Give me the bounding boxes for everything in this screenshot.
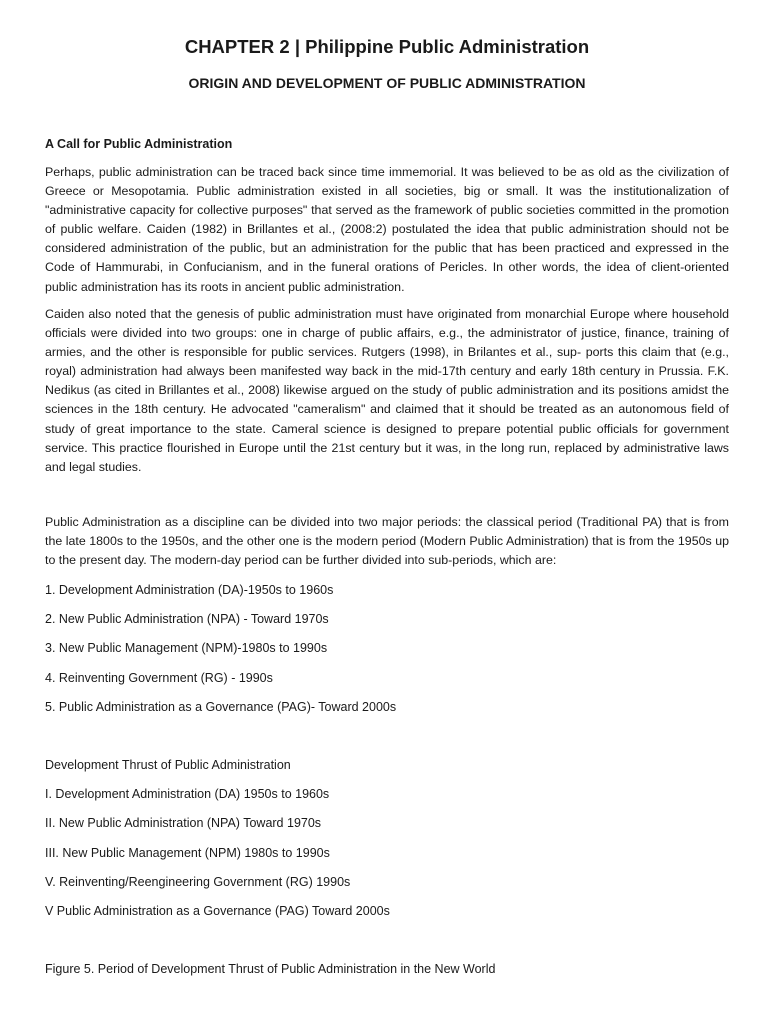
period-list-item: 2. New Public Administration (NPA) - Toward 1970s: [45, 612, 329, 626]
paragraph-origins: Perhaps, public administration can be traced back since time immemorial. It was believed to be as old as the civilization of Greece or Mesopotamia. Public administration existed in all societies, big or small. It was the institutionalization of "administrative capacity for collective purposes" that served as the framework of public societies committed in the promotion of public welfare. Caiden (1982) in Brillantes et al., (2008:2) postulated the idea that public administration should not be considered administration of the public, but an administration for the public that has been practiced and expressed in the Code of Hammurabi, in Confucianism, and in the funeral orations of Pericles. In other words, the idea of client-oriented public administration has its roots in ancient public administration.: [45, 165, 729, 294]
period-list-item: 3. New Public Management (NPM)-1980s to 1990s: [45, 641, 328, 655]
period-list-item: 5. Public Administration as a Governance (PAG)- Toward 2000s: [45, 700, 397, 714]
period-list-item: 4. Reinventing Government (RG) - 1990s: [45, 671, 273, 685]
thrust-list-item: V Public Administration as a Governance (PAG) Toward 2000s: [45, 904, 390, 918]
figure-caption: Figure 5. Period of Development Thrust of Public Administration in the New World: [45, 962, 496, 976]
thrust-heading: Development Thrust of Public Administration: [45, 758, 291, 772]
thrust-list-item: I. Development Administration (DA) 1950s to 1960s: [45, 787, 330, 801]
period-list-item: 1. Development Administration (DA)-1950s to 1960s: [45, 583, 334, 597]
call-section-heading: A Call for Public Administration: [45, 137, 233, 151]
thrust-list-item: III. New Public Management (NPM) 1980s to 1990s: [45, 846, 330, 860]
paragraph-genesis: Caiden also noted that the genesis of public administration must have originated from monarchial Europe where household officials were divided into two groups: one in charge of public affairs, e.g., the administrator of justice, finance, training of armies, and the other is responsible for public services. Rutgers (1998), in Brilantes et al., sup- ports this claim that (e.g., royal) administration had always been manifested way back in the mid-17th century and early 18th century in Prussia. F.K. Nedikus (as cited in Brillantes et al., 2008) likewise argued on the study of public administration and its positions amidst the sciences in the 18th century. He advocated "cameralism" and claimed that it should be treated as an autonomous field of study of great importance to the state. Cameral science is designed to prepare potential public officials for government service. This practice flourished in Europe until the 21st century but it was, in the long run, replaced by administrative laws and legal studies.: [45, 307, 729, 474]
thrust-list-item: II. New Public Administration (NPA) Toward 1970s: [45, 816, 322, 830]
paragraph-discipline-periods: Public Administration as a discipline can be divided into two major periods: the classical period (Traditional PA) that is from the late 1800s to the 1950s, and the other one is the modern period (Modern Public Administration) that is from the 1950s up to the present day. The modern-day period can be further divided into sub-periods, which are:: [45, 515, 729, 568]
chapter-title: CHAPTER 2 | Philippine Public Administration: [184, 36, 590, 57]
thrust-list-item: V. Reinventing/Reengineering Government (RG) 1990s: [45, 875, 351, 889]
section-title: ORIGIN AND DEVELOPMENT OF PUBLIC ADMINISTRATION: [188, 75, 586, 91]
